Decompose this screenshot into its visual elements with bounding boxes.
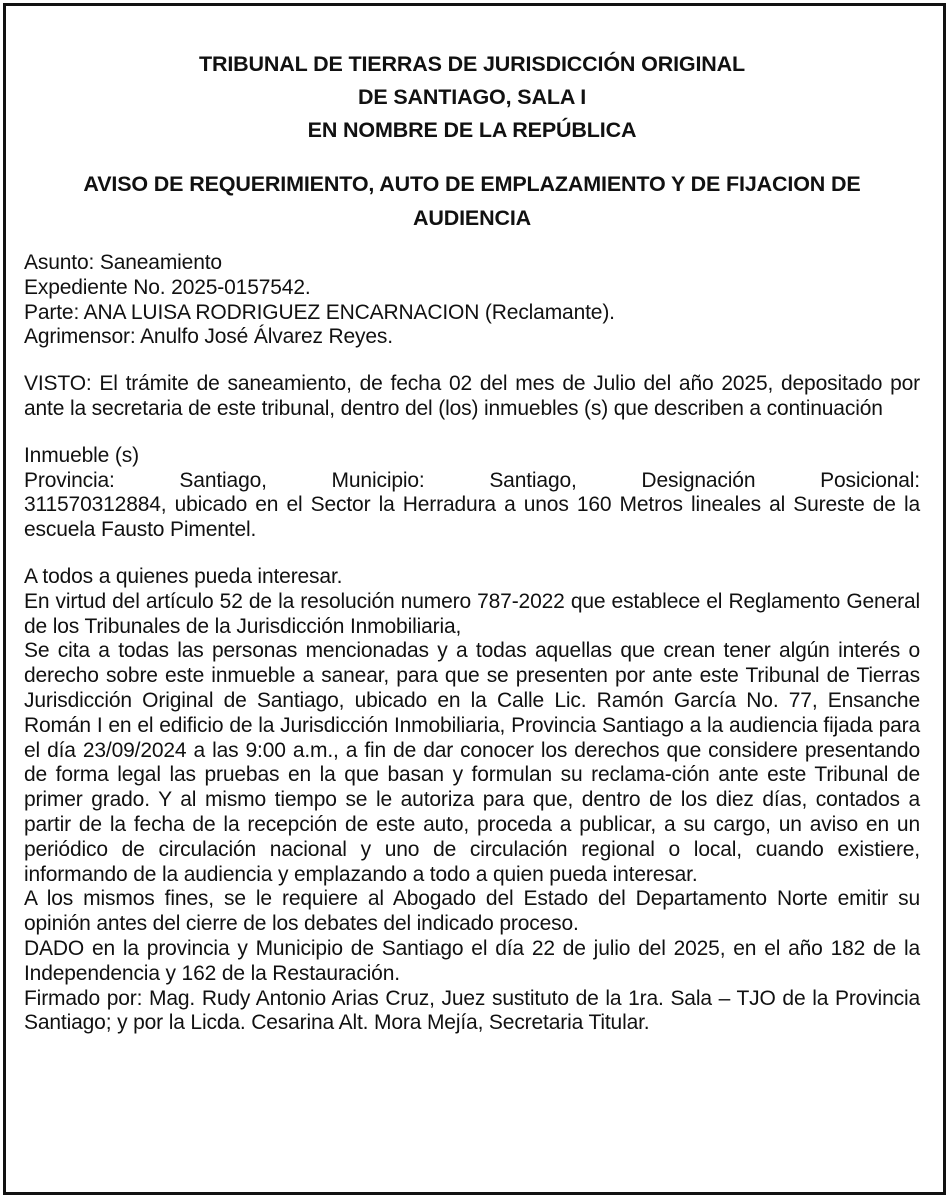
- body-dado-paragraph: DADO en la provincia y Municipio de Santiago el día 22 de julio del 2025, en el año 182 de la Independencia y 162 de la Restauración.: [24, 936, 920, 985]
- inmueble-heading: Inmueble (s): [24, 443, 139, 467]
- notice-content: [24, 6, 920, 1036]
- case-asunto: Asunto: Saneamiento: [24, 251, 222, 274]
- case-agrimensor: Agrimensor: Anulfo José Álvarez Reyes.: [24, 325, 393, 349]
- body-article-paragraph: En virtud del artículo 52 de la resolución numero 787-2022 que establece el Reglamento General de los Tribunales de la Jurisdicción Inmobiliaria,: [24, 589, 920, 638]
- inmueble-section: [24, 444, 920, 543]
- case-parte: Parte: ANA LUISA RODRIGUEZ ENCARNACION (Reclamante).: [24, 300, 615, 324]
- body-abogado-paragraph: A los mismos fines, se le requiere al Abogado del Estado del Departamento Norte emitir su opinión antes del cierre de los debates del indicado proceso.: [24, 887, 920, 936]
- visto-paragraph: VISTO: El trámite de saneamiento, de fecha 02 del mes de Julio del año 2025, depositado por ante la secretaria de este tribunal, dentro del (los) inmuebles (s) que describen a continuación: [24, 372, 920, 420]
- case-expediente: Expediente No. 2025-0157542.: [24, 275, 311, 299]
- body-firmado-paragraph: Firmado por: Mag. Rudy Antonio Arias Cruz, Juez sustituto de la 1ra. Sala – TJO de la Provincia Santiago; y por la Licda. Cesarina Alt. Mora Mejía, Secretaria Titular.: [24, 986, 920, 1035]
- inmueble-description: 311570312884, ubicado en el Sector la Herradura a unos 160 Metros lineales al Sureste de la escuela Fausto Pimentel.: [24, 493, 920, 542]
- case-details: [24, 251, 920, 350]
- notice-title: AVISO DE REQUERIMIENTO, AUTO DE EMPLAZAMIENTO Y DE FIJACION DE AUDIENCIA: [83, 172, 861, 230]
- body-citation-paragraph: Se cita a todas las personas mencionadas y a todas aquellas que crean tener algún interés o derecho sobre este inmueble a sanear, para que se presenten por ante este Tribunal de Tierras Jurisdicción Original de Santiago, ubicado en la Calle Lic. Ramón García No. 77, Ensanche Román I en el edificio de la Jurisdicción Inmobiliaria, Provincia Santiago a la audiencia fijada para el día 23/09/2024 a las 9:00 a.m., a fin de dar conocer los derechos que considere presentando de forma legal las pruebas en la que basan y formulan su reclama-ción ante este Tribunal de primer grado. Y al mismo tiempo se le autoriza para que, dentro de los diez días, contados a partir de la fecha de la recepción de este auto, proceda a publicar, a su cargo, un aviso en un periódico de circulación nacional y uno de circulación regional o local, cuando existiere, informando de la audiencia y emplazando a todo a quien pueda interesar.: [24, 639, 920, 886]
- header-line-1: TRIBUNAL DE TIERRAS DE JURISDICCIÓN ORIGINAL: [198, 52, 746, 76]
- header-line-2: DE SANTIAGO, SALA I: [357, 85, 587, 109]
- body-intro: A todos a quienes pueda interesar.: [24, 564, 343, 588]
- header-line-3: EN NOMBRE DE LA REPÚBLICA: [307, 118, 637, 142]
- court-header: [24, 6, 920, 147]
- notice-border: [3, 3, 946, 1195]
- notice-body: [24, 565, 920, 1036]
- inmueble-location-line: Provincia: Santiago, Municipio: Santiago, Designación Posicional:: [24, 468, 920, 492]
